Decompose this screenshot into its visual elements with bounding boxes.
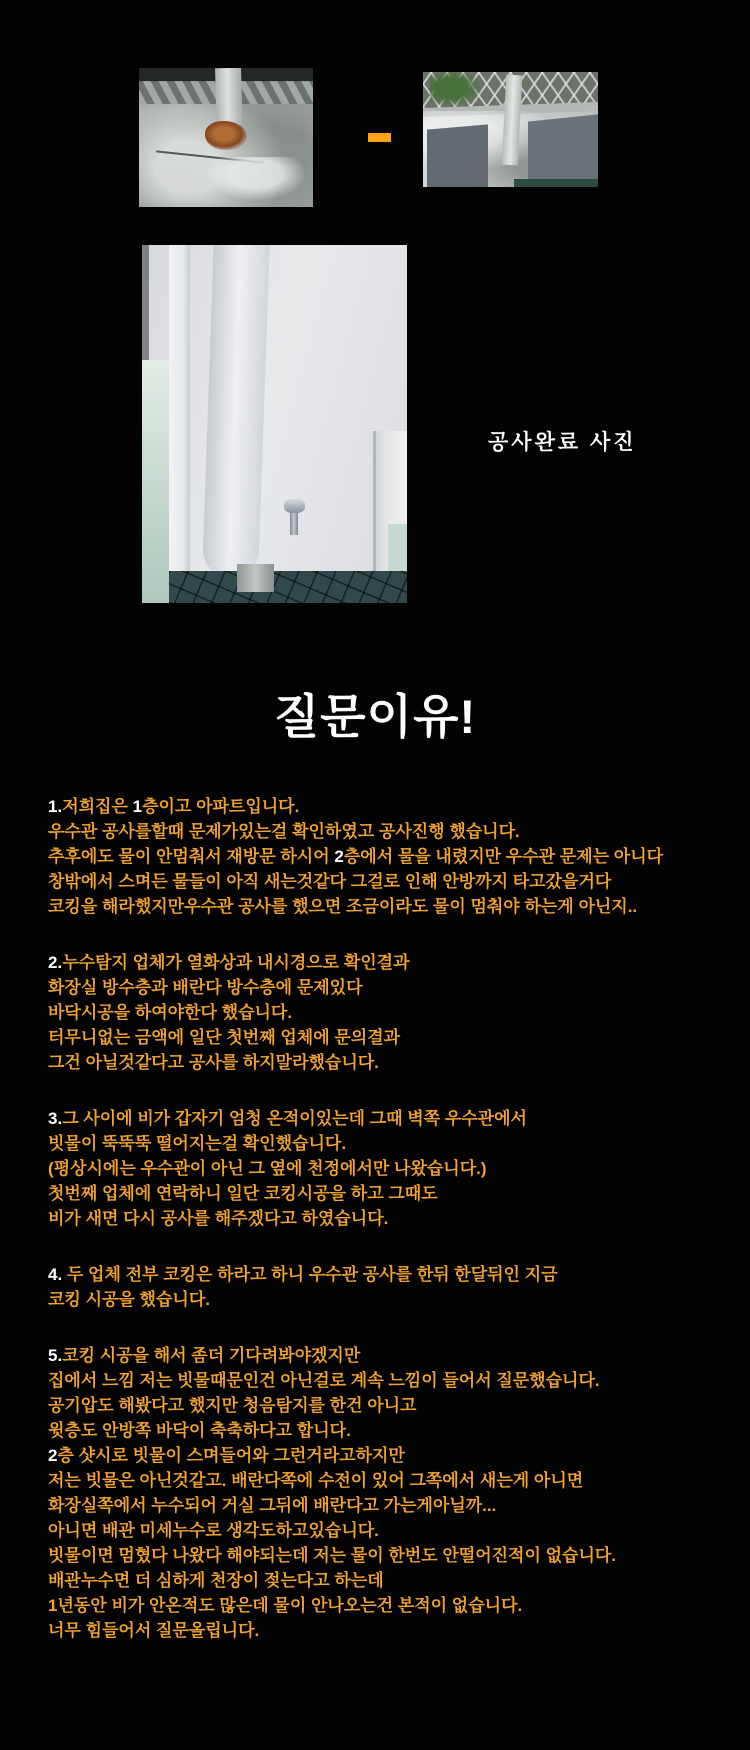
question-body <box>48 794 718 1674</box>
photo2-gray-panel-right <box>528 114 598 187</box>
text-line: 화장실쪽에서 누수되어 거실 그뒤에 배란다고 가는게아닐까... <box>48 1496 497 1515</box>
photo3-insulated-pipe <box>202 245 269 579</box>
text-line: 창밖에서 스며든 물들이 아직 새는것같다 그걸로 인해 안방까지 타고갔을거다 <box>48 872 612 891</box>
text-line: 너무 힘들어서 질문올립니다. <box>48 1621 260 1640</box>
photo1-paint-patch <box>209 157 305 199</box>
photo-before-repair <box>139 68 313 207</box>
page-title: 질문이유! <box>273 690 477 743</box>
text-line: 그건 아닐것같다고 공사를 하지말라했습니다. <box>48 1053 379 1072</box>
photo3-faucet-head <box>284 499 305 513</box>
text-line: 1년동안 비가 안온적도 많은데 물이 안나오는건 본적이 없습니다. <box>48 1596 523 1615</box>
text-line: 추후에도 물이 안멈춰서 재방문 하시어 2층에서 물을 내렸지만 우수관 문제는 아니다 <box>48 847 664 866</box>
text-line: 빗물이 뚝뚝뚝 떨어지는걸 확인했습니다. <box>48 1134 347 1153</box>
paragraph <box>48 1106 718 1231</box>
text-line: 바닥시공을 하여야한다 했습니다. <box>48 1003 293 1022</box>
text-line: 코킹 시공을 했습니다. <box>48 1290 210 1309</box>
orange-dash-icon <box>368 133 391 142</box>
text-line: 3.그 사이에 비가 갑자기 엄청 온적이있는데 그때 벽쪽 우수관에서 <box>48 1109 527 1128</box>
text-line: 윗층도 안방쪽 바닥이 축축하다고 합니다. <box>48 1421 351 1440</box>
photo2-gray-panel-left <box>427 125 488 187</box>
text-line: 2.누수탐지 업체가 열화상과 내시경으로 확인결과 <box>48 953 410 972</box>
photo3-window-pane <box>388 524 407 571</box>
photo3-pipe-base <box>237 564 274 593</box>
paragraph <box>48 794 718 919</box>
photo2-green-strip <box>514 179 598 187</box>
completed-photo-label: 공사완료 사진 <box>488 431 637 454</box>
text-line: 공기압도 해봤다고 했지만 청음탐지를 한건 아니고 <box>48 1396 417 1415</box>
paragraph <box>48 1262 718 1312</box>
photo3-shower-glass <box>142 360 169 603</box>
text-line: 비가 새면 다시 공사를 해주겠다고 하였습니다. <box>48 1209 389 1228</box>
photo-after-repair <box>423 72 598 187</box>
text-line: 2층 샷시로 빗물이 스며들어와 그런거라고하지만 <box>48 1446 405 1465</box>
text-line: 4. 두 업체 전부 코킹은 하라고 하니 우수관 공사를 한뒤 한달뒤인 지금 <box>48 1265 558 1284</box>
text-line: 저는 빗물은 아닌것같고. 배란다쪽에 수전이 있어 그쪽에서 새는게 아니면 <box>48 1471 584 1490</box>
text-line: 배관누수면 더 심하게 천장이 젖는다고 하는데 <box>48 1571 384 1590</box>
text-line: 빗물이면 멈혔다 나왔다 해야되는데 저는 물이 한번도 안떨어진적이 없습니다. <box>48 1546 617 1565</box>
text-line: (평상시에는 우수관이 아닌 그 옆에 천정에서만 나왔습니다.) <box>48 1159 487 1178</box>
paragraph <box>48 950 718 1075</box>
photo1-rust-spot <box>205 121 247 150</box>
text-line: 집에서 느낌 저는 빗물때문인건 아닌걸로 계속 느낌이 들어서 질문했습니다. <box>48 1371 600 1390</box>
text-line: 우수관 공사를할때 문제가있는걸 확인하였고 공사진행 했습니다. <box>48 822 520 841</box>
text-line: 코킹을 해라했지만우수관 공사를 했으면 조금이라도 물이 멈춰야 하는게 아닌지.. <box>48 897 638 916</box>
text-line: 첫번째 업체에 연락하니 일단 코킹시공을 하고 그때도 <box>48 1184 438 1203</box>
photo2-leaves <box>430 72 483 108</box>
photo-completed-large <box>142 245 407 603</box>
text-line: 5.코킹 시공을 해서 좀더 기다려봐야겠지만 <box>48 1346 361 1365</box>
text-line: 1.저희집은 1층이고 아파트입니다. <box>48 797 300 816</box>
paragraph <box>48 1343 718 1643</box>
photo3-floor-tiles <box>169 571 408 603</box>
text-line: 아니면 배관 미세누수로 생각도하고있습니다. <box>48 1521 379 1540</box>
text-line: 화장실 방수층과 배란다 방수층에 문제있다 <box>48 978 363 997</box>
text-line: 터무니없는 금액에 일단 첫번째 업체에 문의결과 <box>48 1028 401 1047</box>
photo3-door-frame <box>169 245 190 603</box>
